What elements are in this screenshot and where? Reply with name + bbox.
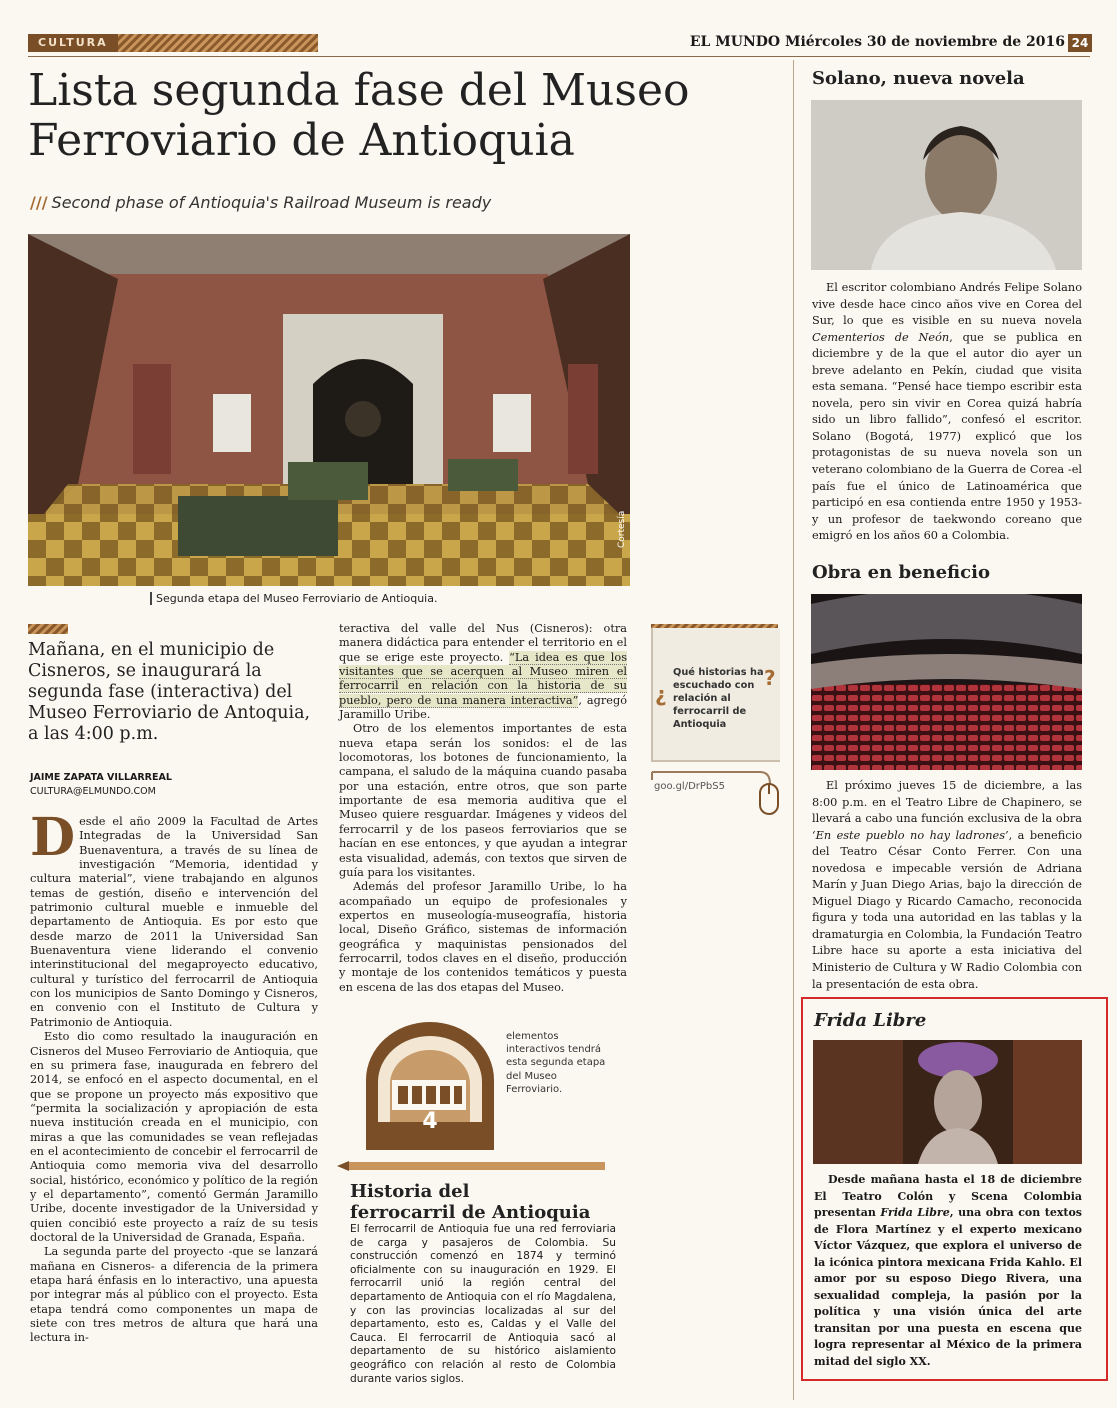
page-number: 24 (1068, 34, 1092, 52)
sidebar-title-solano: Solano, nueva novela (812, 68, 1025, 89)
byline-email: CULTURA@ELMUNDO.COM (30, 786, 156, 797)
sidebar-title-frida: Frida Libre (814, 1010, 927, 1031)
paragraph: La segunda parte del proyecto -que se lanzará mañana en Cisneros- a diferencia de la primera etapa hará énfasis en lo interactivo, una apuesta por integrar más al público con el proyecto. Esta etapa tendrá como componentes un mapa de siete con tres metros de altura que hará una lectura in- (30, 1245, 318, 1345)
reader-question: Qué historias ha escuchado con relación al ferrocarril de Antioquia (673, 667, 764, 730)
history-body: El ferrocarril de Antioquia fue una red ferroviaria de carga y pasajeros de Colombia. Su construcción comenzó en 1874 y terminó oficialmente con su inauguración en 1929. El ferrocarril unió la región central del departamento de Antioquia con el río Magdalena, y con las provincias localizadas al sur del departamento, esto es, Caldas y el Valle del Cauca. El ferrocarril de Antioquia sacó al departamento de su histórico aislamiento geográfico con relación al resto de Colombia durante varios siglos. (350, 1223, 616, 1385)
masthead: EL MUNDO Miércoles 30 de noviembre de 2016 (689, 34, 1065, 50)
stat-description: elementos interactivos tendrá esta segunda etapa del Museo Ferroviario. (506, 1031, 606, 1095)
stat-number: 4 (422, 1109, 438, 1134)
headline (28, 66, 788, 166)
museum-photo (28, 234, 630, 586)
frida-photo (813, 1040, 1082, 1164)
headline-line-1: Lista segunda fase del Museo (28, 65, 690, 116)
solano-text: El escritor colombiano Andrés Felipe Solano vive desde hace cinco años vive en Corea del Sur, lo que es visible en su nueva novela Cementerios de Neón, que se publica en diciembre y de la que el autor dio ayer un breve adelanto en Pekín, ciudad que visita esta semana. “Pensé hace tiempo escribir esta novela, pero sin vivir en Corea quizá habría sido un libro fallido”, confesó el escritor. Solano (Bogotá, 1977) explicó que los protagonistas de su nueva novela son un veterano colombiano de la Guerra de Corea -el país fue el único de Latinoamérica que participó en esa contienda entre 1950 y 1953- y un profesor de taekwondo coreano que emigró en los años 60 a Colombia. (812, 281, 1082, 543)
byline-author: JAIME ZAPATA VILLARREAL (30, 772, 172, 783)
subhead-text: Second phase of Antioquia's Railroad Museum is ready (51, 193, 492, 212)
obra-text: El próximo jueves 15 de diciembre, a las 8:00 p.m. en el Teatro Libre de Chapinero, se llevará a cabo una función exclusiva de la obra ‘En este pueblo no hay ladrones’, a beneficio del Teatro César Conto Ferrer. Con una novedosa e impecable versión de Adriana Marín y Juan Diego Arias, bajo la dirección de Miguel Diago y Ricardo Camacho, reconocida figura y toda una autoridad en las tablas y la dramaturgia en Colombia, la Fundación Teatro Libre hace su aporte a esta iniciativa del Ministerio de Cultura y W Radio Colombia con la presentación de esta obra. (812, 779, 1083, 991)
photo-credit: Cortesía (617, 510, 627, 548)
column-divider (793, 60, 794, 1400)
history-title: Historia del ferrocarril de Antioquia (350, 1181, 591, 1223)
question-open-mark: ¿ (655, 682, 667, 706)
paragraph: Además del profesor Jaramillo Uribe, lo ha acompañado un equipo de profesionales y expertos en museología-museografía, historia local, Diseño Gráfico, sistemas de información geográfica y maquinistas pensionados del ferrocarril, todos claves en el diseño, producción y montaje de los contenidos temáticos y puesta en escena de las dos etapas del Museo. (339, 880, 627, 994)
question-close-mark: ? (764, 666, 776, 690)
paragraph: Otro de los elementos importantes de esta nueva etapa serán los sonidos: el de las locomotoras, los botones de funcionamiento, la campana, el saludo de la máquina cuando pasaba por una estación, entre otros, que son parte importante de esa memoria auditiva que el Museo quiere resguardar. Imágenes y videos del ferrocarril y de los paseos ferroviarios que se hacían en ese entonces, y que ayudan a integrar esta visualidad, además, con textos que sirven de guía para los visitantes. (339, 722, 627, 879)
question-link[interactable]: goo.gl/DrPbS5 (654, 781, 725, 792)
paragraph: Desde el año 2009 la Facultad de Artes Integradas de la Universidad San Buenaventura, a través de su línea de investigación “Memoria, identidad y cultura material”, viene trabajando en algunos temas de gestión, diseño e intervención del patrimonio cultural mueble e inmueble del departamento de Antioquia. Es por esto que desde marzo de 2011 la Universidad San Buenaventura viene liderando el convenio interinstitucional del megaproyecto educativo, cultural y turístico del ferrocarril de Antioquia con los municipios de Santo Domingo y Cisneros, en convenio con el Instituto de Cultura y Patrimonio de Antioquia. (30, 807, 318, 1029)
article-column-1 (30, 807, 318, 1346)
section-label: CULTURA (28, 34, 118, 52)
paragraph: teractiva del valle del Nus (Cisneros): otra manera didáctica para entender el territorio en el que se erige este proyecto. “La idea es que los visitantes que se acerquen al Museo miren el ferrocarril en relación con la historia de su pueblo, pero de una manera interactiva”, agregó Jaramillo Uribe. (339, 622, 627, 722)
highlighted-quote: “La idea es que los visitantes que se acerquen al Museo miren el ferrocarril en relación con la historia de su pueblo, pero de una manera interactiva” (339, 650, 627, 707)
top-rule (28, 56, 1090, 57)
dropcap: D (30, 807, 76, 868)
paragraph: Esto dio como resultado la inauguración en Cisneros del Museo Ferroviario de Antioquia, que en su primera fase, inaugurada en febrero del 2014, se enfocó en el aspecto documental, en el que se propone un proyecto más expositivo que “permita la socialización y apropiación de esta nueva institución creada en el municipio, con miras a que las comunidades se vean reflejadas en el acontecimiento de concebir el ferrocarril de Antioquia como memoria viva del desarrollo social, histórico, económico y político de la región y el departamento”, comentó Germán Jaramillo Uribe, docente investigador de la Universidad y quien concibió este proyecto a raíz de su tesis doctoral de la Universidad de Granada, España. (30, 1030, 318, 1244)
english-subhead (30, 193, 491, 212)
lede: Mañana, en el municipio de Cisneros, se inaugurará la segunda fase (interactiva) del Museo Ferroviario de Antoquia, a las 4:00 p.m. (28, 640, 311, 744)
sidebar-title-obra: Obra en beneficio (812, 562, 990, 583)
section-tag (28, 34, 318, 52)
photo-caption: Segunda etapa del Museo Ferroviario de Antioquia. (150, 592, 437, 605)
slash-ornament: /// (30, 193, 48, 212)
mouse-icon (650, 770, 780, 820)
headline-line-2: Ferroviario de Antioquia (28, 115, 575, 166)
solano-photo (811, 100, 1082, 270)
frida-text: Desde mañana hasta el 18 de diciembre El Teatro Colón y Scena Colombia presentan Frida Libre, una obra con textos de Flora Martínez y el experto mexicano Víctor Vázquez, que explora el universo de la icónica pintora mexicana Frida Kahlo. El amor por su esposo Diego Rivera, una sexualidad compleja, la pasión por la política y una visión única del arte transitan por una puesta en escena que logra representar al México de la primera mitad del siglo XX. (814, 1173, 1082, 1368)
theater-photo (811, 594, 1082, 770)
pencil-rule (337, 1160, 609, 1172)
article-column-2 (339, 622, 627, 995)
lede-ornament (28, 624, 68, 634)
